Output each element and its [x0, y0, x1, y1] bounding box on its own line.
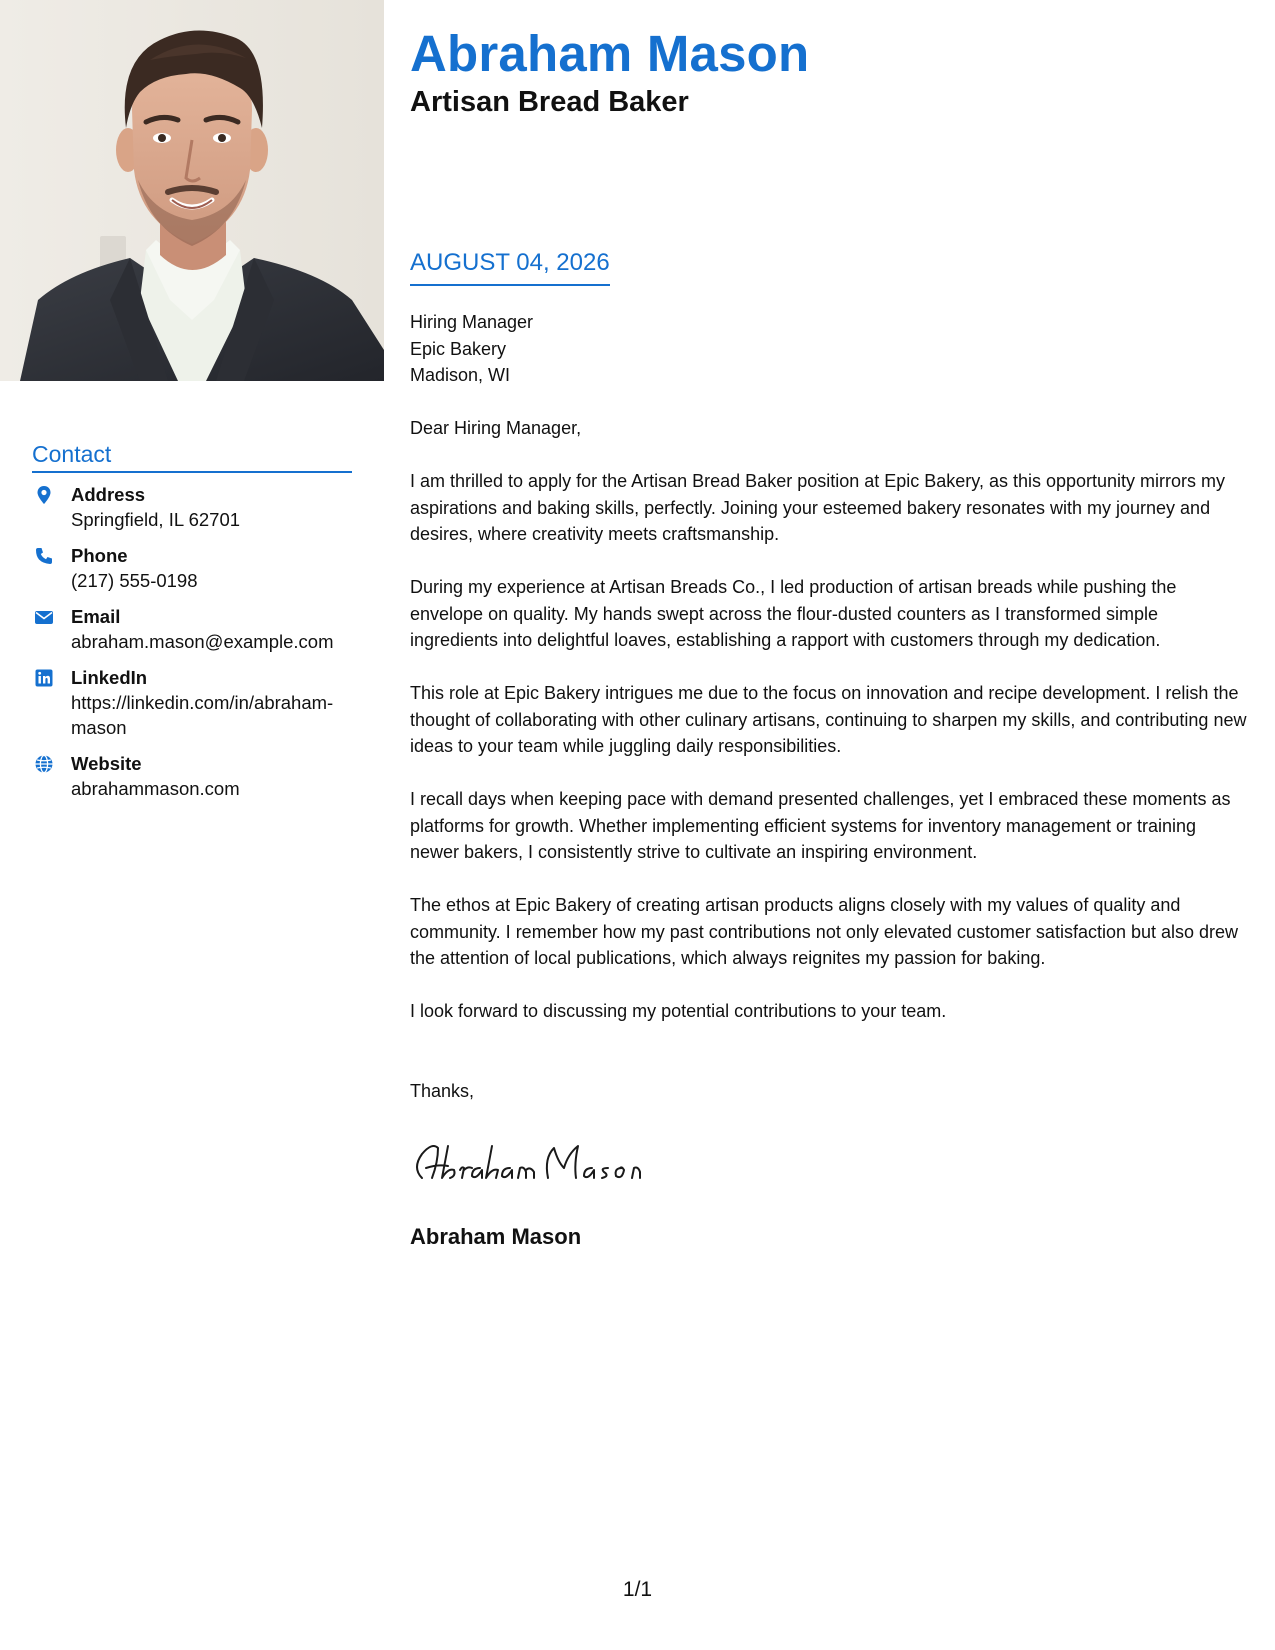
recipient-name: Hiring Manager — [410, 312, 534, 332]
contact-label: Phone — [71, 545, 128, 566]
recipient-company: Epic Bakery — [410, 338, 507, 359]
contact-list — [32, 482, 362, 812]
page-number: 1/1 — [622, 1578, 653, 1601]
contact-heading: Contact — [32, 440, 352, 473]
handwritten-signature — [408, 1138, 678, 1188]
contact-item-email — [32, 604, 362, 654]
salutation: Dear Hiring Manager, — [410, 418, 582, 438]
contact-item-phone — [32, 543, 362, 593]
closing: Thanks, — [410, 1081, 475, 1101]
contact-label: Email — [71, 606, 121, 627]
envelope-icon — [34, 607, 54, 627]
letter-paragraph: This role at Epic Bakery intrigues me due to the focus on innovation and recipe development. I relish the thought of collaborating with other culinary artisans, continuing to sharpen my skills, and contributing new ideas to your team while juggling daily responsibilities. — [410, 683, 1247, 756]
contact-label: Website — [71, 753, 142, 774]
letter-date: AUGUST 04, 2026 — [410, 248, 610, 286]
contact-item-website — [32, 751, 362, 801]
candidate-name: Abraham Mason — [410, 25, 810, 82]
job-title: Artisan Bread Baker — [410, 86, 689, 118]
contact-value: abrahammason.com — [71, 778, 240, 799]
letter-paragraph: The ethos at Epic Bakery of creating artisan products aligns closely with my values of quality and community. I remember how my past contributions not only elevated customer satisfaction but also drew the attention of local publications, which always reignites my passion for baking. — [410, 895, 1239, 968]
letter-paragraph: During my experience at Artisan Breads Co., I led production of artisan breads while pushing the envelope on quality. My hands swept across the flour-dusted counters as I transformed simple ingredients into delightful loaves, establishing a rapport with customers through my dedication. — [410, 577, 1177, 650]
contact-value: (217) 555-0198 — [71, 570, 198, 591]
letter-paragraph: I look forward to discussing my potential contributions to your team. — [410, 1001, 947, 1021]
contact-value: abraham.mason@example.com — [71, 631, 334, 652]
letter-body — [410, 415, 1250, 1051]
contact-value: Springfield, IL 62701 — [71, 509, 241, 530]
contact-label: LinkedIn — [71, 667, 148, 688]
profile-photo — [0, 0, 384, 381]
contact-item-linkedin — [32, 665, 362, 740]
recipient-location: Madison, WI — [410, 365, 511, 385]
globe-icon — [34, 754, 54, 774]
linkedin-icon — [34, 668, 54, 688]
contact-value: https://linkedin.com/in/abraham-mason — [71, 692, 334, 738]
letter-paragraph: I am thrilled to apply for the Artisan Bread Baker position at Epic Bakery, as this opportunity mirrors my aspirations and baking skills, perfectly. Joining your esteemed bakery resonates with my journey and desires, where creativity meets craftsmanship. — [410, 471, 1226, 544]
contact-label: Address — [71, 484, 146, 505]
recipient-address — [410, 309, 533, 389]
letter-paragraph: I recall days when keeping pace with demand presented challenges, yet I embraced these moments as platforms for growth. Whether implementing efficient systems for inventory management or training newer bakers, I consistently strive to cultivate an inspiring environment. — [410, 789, 1231, 862]
signed-name: Abraham Mason — [410, 1224, 582, 1249]
phone-icon — [34, 546, 54, 566]
contact-item-address — [32, 482, 362, 532]
map-pin-icon — [34, 485, 54, 505]
